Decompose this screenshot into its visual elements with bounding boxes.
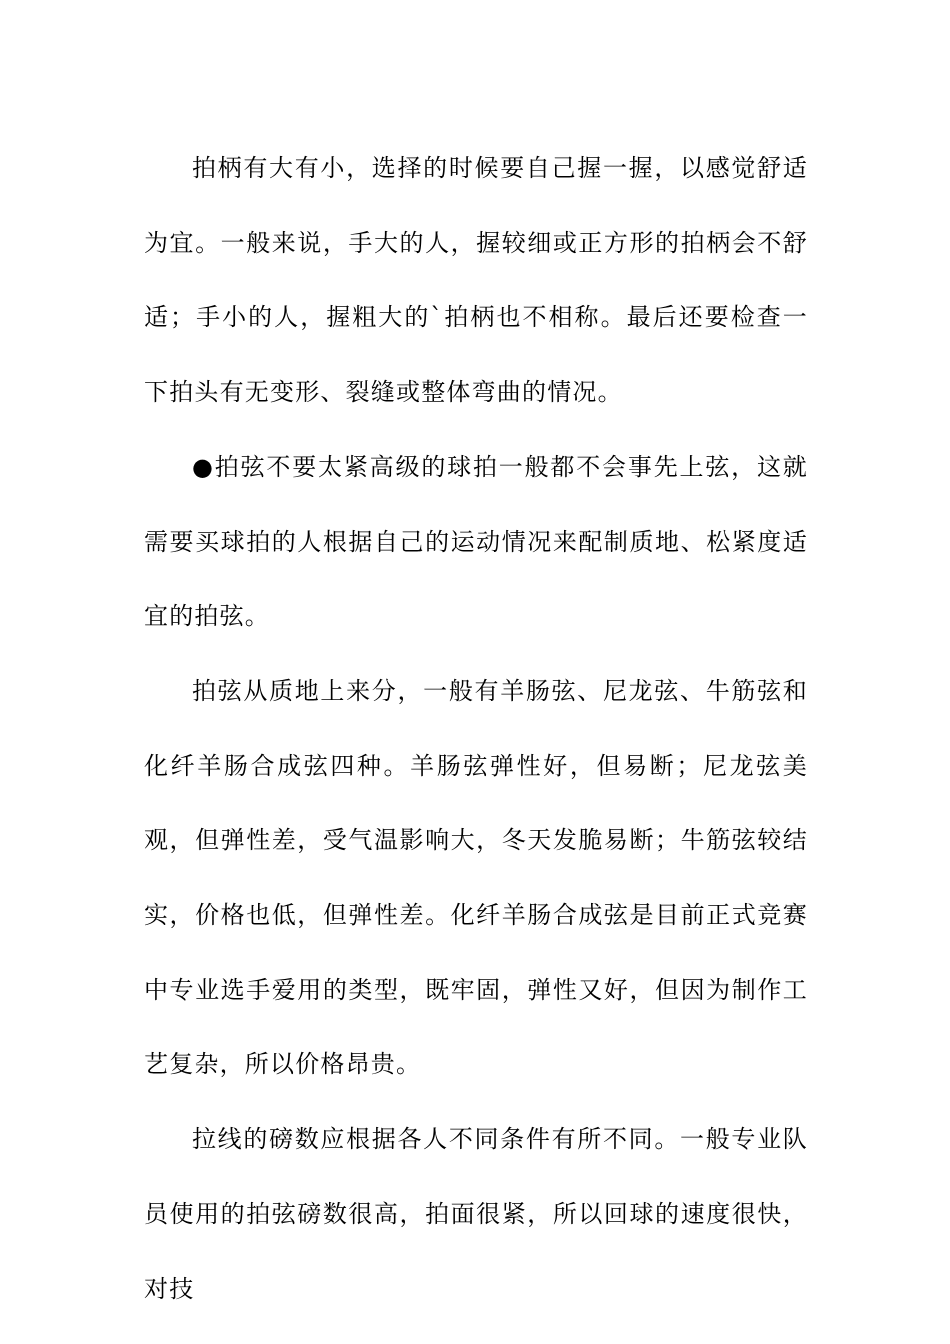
- paragraph-string-pounds: 拉线的磅数应根据各人不同条件有所不同。一般专业队员使用的拍弦磅数很高，拍面很紧，所以回球的速度很快，对技: [144, 1125, 808, 1303]
- paragraph-string-tension: ●拍弦不要太紧高级的球拍一般都不会事先上弦，这就需要买球拍的人根据自己的运动情况来配制质地、松紧度适宜的拍弦。: [144, 452, 808, 631]
- body-text: [144, 131, 808, 1326]
- paragraph-string-material: 拍弦从质地上来分，一般有羊肠弦、尼龙弦、牛筋弦和化纤羊肠合成弦四种。羊肠弦弹性好，但易断；尼龙弦美观，但弹性差，受气温影响大，冬天发脆易断；牛筋弦较结实，价格也低，但弹性差。化纤羊肠合成弦是目前正式竞赛中专业选手爱用的类型，既牢固，弹性又好，但因为制作工艺复杂，所以价格昂贵。: [144, 676, 808, 1079]
- paragraph-racket-handle: 拍柄有大有小，选择的时候要自己握一握，以感觉舒适为宜。一般来说，手大的人，握较细或正方形的拍柄会不舒适；手小的人，握粗大的`拍柄也不相称。最后还要检查一下拍头有无变形、裂缝或整体弯曲的情况。: [144, 154, 808, 407]
